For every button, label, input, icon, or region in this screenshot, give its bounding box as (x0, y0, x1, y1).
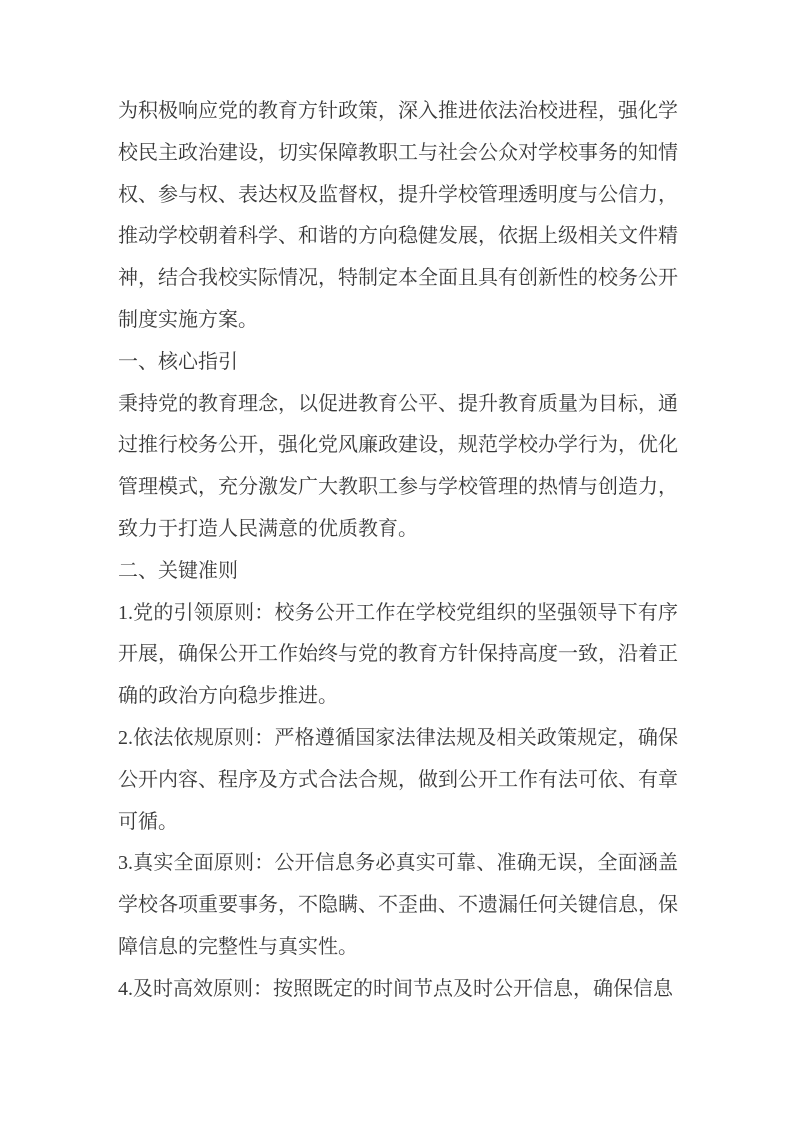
body-paragraph: 4.及时高效原则：按照既定的时间节点及时公开信息，确保信息 (118, 977, 673, 1000)
body-paragraph: 秉持党的教育理念，以促进教育公平、提升教育质量为目标，通过推行校务公开，强化党风廉政建设，规范学校办学行为，优化管理模式，充分激发广大教职工参与学校管理的热情与创造力，致力于打造人民满意的优质教育。 (118, 392, 678, 540)
document-body (118, 91, 678, 1011)
body-paragraph: 1.党的引领原则：校务公开工作在学校党组织的坚强领导下有序开展，确保公开工作始终与党的教育方针保持高度一致，沿着正确的政治方向稳步推进。 (118, 601, 678, 708)
section-heading: 一、核心指引 (118, 350, 238, 373)
section-heading: 二、关键准则 (118, 559, 238, 582)
body-paragraph: 3.真实全面原则：公开信息务必真实可靠、准确无误，全面涵盖学校各项重要事务，不隐瞒、不歪曲、不遗漏任何关键信息，保障信息的完整性与真实性。 (118, 852, 678, 958)
body-paragraph: 2.依法依规原则：严格遵循国家法律法规及相关政策规定，确保公开内容、程序及方式合法合规，做到公开工作有法可依、有章可循。 (118, 726, 678, 833)
body-paragraph: 为积极响应党的教育方针政策，深入推进依法治校进程，强化学校民主政治建设，切实保障教职工与社会公众对学校事务的知情权、参与权、表达权及监督权，提升学校管理透明度与公信力，推动学校朝着科学、和谐的方向稳健发展，依据上级相关文件精神，结合我校实际情况，特制定本全面且具有创新性的校务公开制度实施方案。 (118, 100, 678, 331)
